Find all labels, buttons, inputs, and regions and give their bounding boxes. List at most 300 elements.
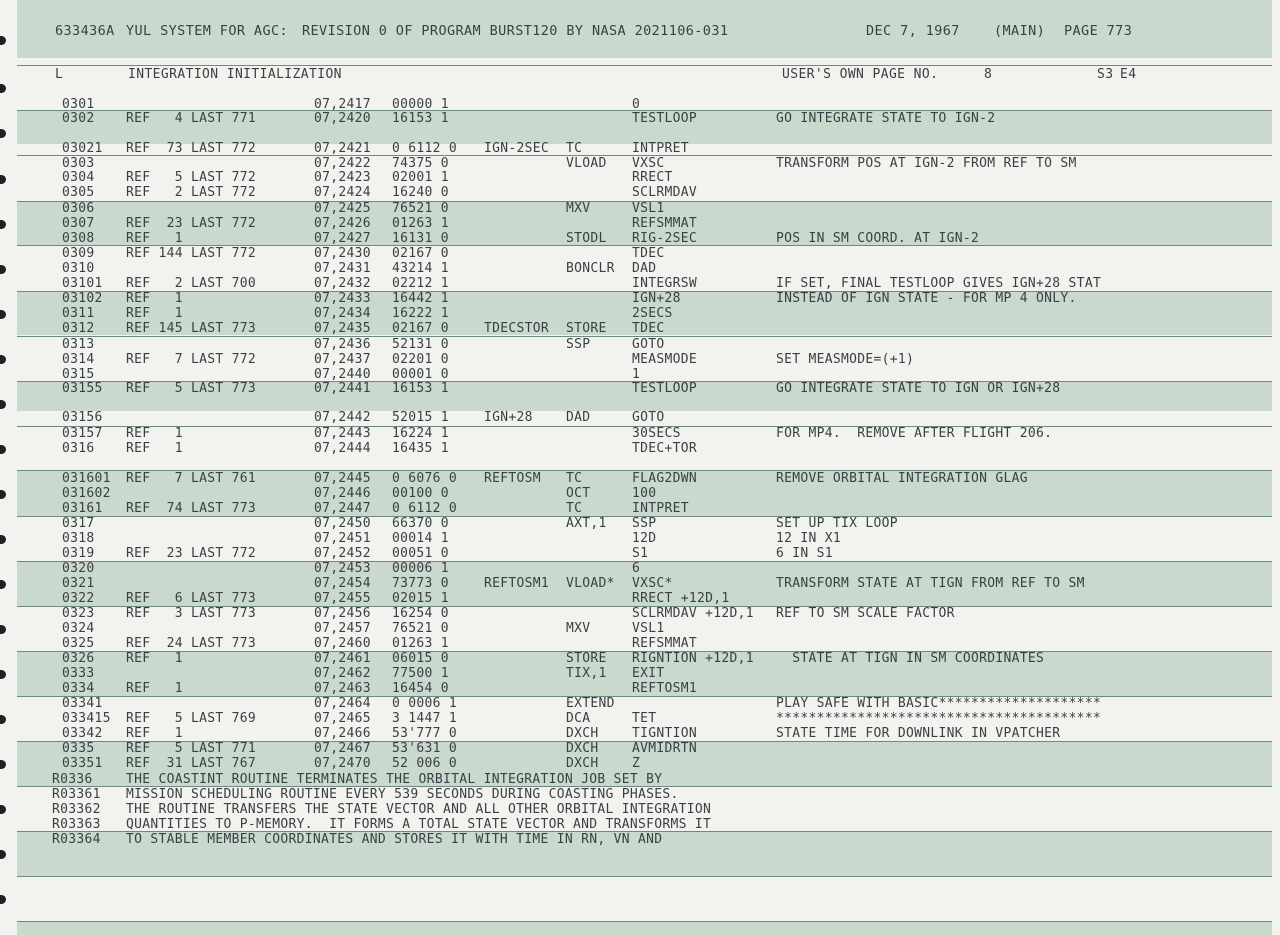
listing-row bbox=[0, 697, 1280, 711]
operand: GOTO bbox=[632, 337, 665, 352]
ref-field: REF 1 bbox=[126, 426, 183, 441]
listing-row bbox=[0, 442, 1280, 456]
operand: RRECT bbox=[632, 170, 673, 185]
line-number: 0320 bbox=[62, 561, 95, 576]
listing-row bbox=[0, 517, 1280, 531]
ref-field: REF 1 bbox=[126, 306, 183, 321]
ref-field: REF 2 LAST 772 bbox=[126, 185, 257, 200]
comment-line-number: R03364 bbox=[52, 832, 101, 847]
address: 07,2417 bbox=[314, 97, 371, 112]
opcode: DXCH bbox=[566, 756, 599, 771]
comment: PLAY SAFE WITH BASIC******************** bbox=[776, 696, 1102, 711]
listing-row bbox=[0, 232, 1280, 246]
line-number: 03342 bbox=[62, 726, 103, 741]
octal-word: 00014 1 bbox=[392, 531, 449, 546]
octal-word: 0 6112 0 bbox=[392, 501, 458, 516]
address: 07,2436 bbox=[314, 337, 371, 352]
octal-word: 73773 0 bbox=[392, 576, 449, 591]
line-number: 0302 bbox=[62, 111, 95, 126]
opcode: VLOAD bbox=[566, 156, 607, 171]
octal-word: 02212 1 bbox=[392, 276, 449, 291]
opcode: DXCH bbox=[566, 726, 599, 741]
ref-field: REF 1 bbox=[126, 291, 183, 306]
line-number: 031601 bbox=[62, 471, 111, 486]
ref-field: REF 1 bbox=[126, 441, 183, 456]
address: 07,2457 bbox=[314, 621, 371, 636]
address: 07,2433 bbox=[314, 291, 371, 306]
ref-field: REF 5 LAST 771 bbox=[126, 741, 257, 756]
line-number: 0326 bbox=[62, 651, 95, 666]
line-number: 0334 bbox=[62, 681, 95, 696]
listing-row bbox=[0, 322, 1280, 336]
line-number: 0301 bbox=[62, 97, 95, 112]
ref-field: REF 144 LAST 772 bbox=[126, 246, 257, 261]
comment: SET UP TIX LOOP bbox=[776, 516, 898, 531]
line-number: 03021 bbox=[62, 141, 103, 156]
octal-word: 0 6076 0 bbox=[392, 471, 458, 486]
line-number: 0312 bbox=[62, 321, 95, 336]
feed-hole bbox=[0, 805, 6, 814]
operand: 1 bbox=[632, 367, 641, 382]
address: 07,2423 bbox=[314, 170, 371, 185]
ref-field: REF 1 bbox=[126, 726, 183, 741]
operand: TDEC bbox=[632, 321, 665, 336]
ref-field: REF 73 LAST 772 bbox=[126, 141, 257, 156]
operand: 30SECS bbox=[632, 426, 681, 441]
address: 07,2447 bbox=[314, 501, 371, 516]
operand: VXSC* bbox=[632, 576, 673, 591]
address: 07,2463 bbox=[314, 681, 371, 696]
address: 07,2421 bbox=[314, 141, 371, 156]
ref-field: REF 5 LAST 772 bbox=[126, 170, 257, 185]
comment: REF TO SM SCALE FACTOR bbox=[776, 606, 955, 621]
octal-word: 01263 1 bbox=[392, 216, 449, 231]
opcode: SSP bbox=[566, 337, 591, 352]
rule-line bbox=[17, 921, 1272, 922]
octal-word: 00051 0 bbox=[392, 546, 449, 561]
line-number: 0322 bbox=[62, 591, 95, 606]
listing-row bbox=[0, 217, 1280, 231]
comment-line-number: R0336 bbox=[52, 772, 93, 787]
octal-word: 16254 0 bbox=[392, 606, 449, 621]
line-number: 03161 bbox=[62, 501, 103, 516]
octal-word: 53'631 0 bbox=[392, 741, 458, 756]
listing-row bbox=[0, 411, 1280, 425]
octal-word: 01263 1 bbox=[392, 636, 449, 651]
comment: STATE TIME FOR DOWNLINK IN VPATCHER bbox=[776, 726, 1061, 741]
line-number: 03101 bbox=[62, 276, 103, 291]
line-number: 0309 bbox=[62, 246, 95, 261]
listing-row bbox=[0, 157, 1280, 171]
operand: INTPRET bbox=[632, 501, 689, 516]
main-tag: (MAIN) bbox=[994, 23, 1046, 39]
listing-row bbox=[0, 338, 1280, 352]
listing-row bbox=[0, 652, 1280, 666]
octal-word: 16131 0 bbox=[392, 231, 449, 246]
line-number: 0311 bbox=[62, 306, 95, 321]
listing-row bbox=[0, 427, 1280, 441]
listing-row bbox=[0, 712, 1280, 726]
comment: POS IN SM COORD. AT IGN-2 bbox=[776, 231, 980, 246]
line-number: 03155 bbox=[62, 381, 103, 396]
octal-word: 16435 1 bbox=[392, 441, 449, 456]
comment: FOR MP4. REMOVE AFTER FLIGHT 206. bbox=[776, 426, 1053, 441]
operand: 6 bbox=[632, 561, 641, 576]
line-number: 0306 bbox=[62, 201, 95, 216]
page-number: PAGE 773 bbox=[1064, 23, 1133, 39]
octal-word: 02015 1 bbox=[392, 591, 449, 606]
listing-row bbox=[0, 247, 1280, 261]
label: IGN-2SEC bbox=[484, 141, 550, 156]
operand: EXIT bbox=[632, 666, 665, 681]
address: 07,2430 bbox=[314, 246, 371, 261]
comment: INSTEAD OF IGN STATE - FOR MP 4 ONLY. bbox=[776, 291, 1077, 306]
opcode: STORE bbox=[566, 651, 607, 666]
opcode: VLOAD* bbox=[566, 576, 615, 591]
listing-row bbox=[0, 262, 1280, 276]
octal-word: 06015 0 bbox=[392, 651, 449, 666]
system-name: YUL SYSTEM FOR AGC: bbox=[126, 23, 289, 39]
ref-field: REF 6 LAST 773 bbox=[126, 591, 257, 606]
address: 07,2445 bbox=[314, 471, 371, 486]
comment: REMOVE ORBITAL INTEGRATION GLAG bbox=[776, 471, 1028, 486]
ref-field: REF 2 LAST 700 bbox=[126, 276, 257, 291]
address: 07,2451 bbox=[314, 531, 371, 546]
comment: 6 IN S1 bbox=[776, 546, 833, 561]
listing-row bbox=[0, 382, 1280, 396]
listing-row bbox=[0, 562, 1280, 576]
listing-row bbox=[0, 547, 1280, 561]
operand: RIGNTION +12D,1 bbox=[632, 651, 754, 666]
ref-field: REF 24 LAST 773 bbox=[126, 636, 257, 651]
line-number: 0304 bbox=[62, 170, 95, 185]
ref-field: REF 1 bbox=[126, 681, 183, 696]
address: 07,2441 bbox=[314, 381, 371, 396]
listing-row bbox=[0, 502, 1280, 516]
listing-row bbox=[0, 277, 1280, 291]
ref-field: REF 145 LAST 773 bbox=[126, 321, 257, 336]
opcode: DCA bbox=[566, 711, 591, 726]
comment-text: MISSION SCHEDULING ROUTINE EVERY 539 SECONDS DURING COASTING PHASES. bbox=[126, 787, 679, 802]
operand: REFTOSM1 bbox=[632, 681, 698, 696]
opcode: EXTEND bbox=[566, 696, 615, 711]
octal-word: 74375 0 bbox=[392, 156, 449, 171]
opcode: BONCLR bbox=[566, 261, 615, 276]
octal-word: 02167 0 bbox=[392, 246, 449, 261]
label: IGN+28 bbox=[484, 410, 533, 425]
operand: INTPRET bbox=[632, 141, 689, 156]
address: 07,2466 bbox=[314, 726, 371, 741]
octal-word: 16153 1 bbox=[392, 381, 449, 396]
octal-word: 0 6112 0 bbox=[392, 141, 458, 156]
operand: DAD bbox=[632, 261, 657, 276]
listing-row bbox=[0, 757, 1280, 771]
listing-row bbox=[0, 667, 1280, 681]
opcode: MXV bbox=[566, 201, 591, 216]
address: 07,2462 bbox=[314, 666, 371, 681]
listing-row bbox=[0, 98, 1280, 112]
octal-word: 00001 0 bbox=[392, 367, 449, 382]
octal-word: 77500 1 bbox=[392, 666, 449, 681]
address: 07,2464 bbox=[314, 696, 371, 711]
operand: 12D bbox=[632, 531, 657, 546]
ref-field: REF 4 LAST 771 bbox=[126, 111, 257, 126]
label: REFTOSM1 bbox=[484, 576, 550, 591]
address: 07,2442 bbox=[314, 410, 371, 425]
address: 07,2446 bbox=[314, 486, 371, 501]
operand: VSL1 bbox=[632, 621, 665, 636]
feed-hole bbox=[0, 895, 6, 904]
line-number: 03156 bbox=[62, 410, 103, 425]
address: 07,2454 bbox=[314, 576, 371, 591]
address: 07,2452 bbox=[314, 546, 371, 561]
address: 07,2450 bbox=[314, 516, 371, 531]
address: 07,2465 bbox=[314, 711, 371, 726]
octal-word: 00100 0 bbox=[392, 486, 449, 501]
line-number: 0310 bbox=[62, 261, 95, 276]
ref-field: REF 74 LAST 773 bbox=[126, 501, 257, 516]
line-number: 0314 bbox=[62, 352, 95, 367]
octal-word: 76521 0 bbox=[392, 621, 449, 636]
octal-word: 66370 0 bbox=[392, 516, 449, 531]
octal-word: 02001 1 bbox=[392, 170, 449, 185]
address: 07,2444 bbox=[314, 441, 371, 456]
comment-text: THE ROUTINE TRANSFERS THE STATE VECTOR AND ALL OTHER ORBITAL INTEGRATION bbox=[126, 802, 712, 817]
band bbox=[17, 921, 1272, 935]
operand: REFSMMAT bbox=[632, 636, 698, 651]
listing-row bbox=[0, 112, 1280, 126]
ref-field: REF 7 LAST 761 bbox=[126, 471, 257, 486]
opcode: TC bbox=[566, 141, 583, 156]
octal-word: 02167 0 bbox=[392, 321, 449, 336]
opcode: AXT,1 bbox=[566, 516, 607, 531]
operand: 2SECS bbox=[632, 306, 673, 321]
line-number: 0315 bbox=[62, 367, 95, 382]
label: REFTOSM bbox=[484, 471, 541, 486]
ref-field: REF 5 LAST 769 bbox=[126, 711, 257, 726]
label: TDECSTOR bbox=[484, 321, 550, 336]
octal-word: 16454 0 bbox=[392, 681, 449, 696]
user-page-number: 8 bbox=[984, 67, 993, 82]
section-mark: L bbox=[55, 67, 64, 82]
line-number: 031602 bbox=[62, 486, 111, 501]
opcode: TC bbox=[566, 471, 583, 486]
operand: TESTLOOP bbox=[632, 111, 698, 126]
line-number: 0303 bbox=[62, 156, 95, 171]
line-number: 0319 bbox=[62, 546, 95, 561]
octal-word: 76521 0 bbox=[392, 201, 449, 216]
listing-row bbox=[0, 472, 1280, 486]
address: 07,2460 bbox=[314, 636, 371, 651]
operand: RRECT +12D,1 bbox=[632, 591, 730, 606]
listing-row bbox=[0, 171, 1280, 185]
rule-line bbox=[17, 65, 1272, 66]
address: 07,2427 bbox=[314, 231, 371, 246]
line-number: 0335 bbox=[62, 741, 95, 756]
listing-row bbox=[0, 742, 1280, 756]
address: 07,2443 bbox=[314, 426, 371, 441]
section-code-s: S3 bbox=[1097, 67, 1114, 82]
address: 07,2426 bbox=[314, 216, 371, 231]
rule-line bbox=[17, 876, 1272, 877]
address: 07,2470 bbox=[314, 756, 371, 771]
listing-row bbox=[0, 607, 1280, 621]
operand: 100 bbox=[632, 486, 657, 501]
operand: TDEC+TOR bbox=[632, 441, 698, 456]
ref-field: REF 1 bbox=[126, 651, 183, 666]
address: 07,2431 bbox=[314, 261, 371, 276]
comment-text: THE COASTINT ROUTINE TERMINATES THE ORBITAL INTEGRATION JOB SET BY bbox=[126, 772, 663, 787]
opcode: DAD bbox=[566, 410, 591, 425]
address: 07,2432 bbox=[314, 276, 371, 291]
address: 07,2461 bbox=[314, 651, 371, 666]
operand: INTEGRSW bbox=[632, 276, 698, 291]
feed-hole bbox=[0, 84, 6, 93]
octal-word: 16240 0 bbox=[392, 185, 449, 200]
comment-line-number: R03363 bbox=[52, 817, 101, 832]
address: 07,2425 bbox=[314, 201, 371, 216]
ref-field: REF 23 LAST 772 bbox=[126, 546, 257, 561]
print-date: DEC 7, 1967 bbox=[866, 23, 960, 39]
octal-word: 53'777 0 bbox=[392, 726, 458, 741]
line-number: 0323 bbox=[62, 606, 95, 621]
listing-row bbox=[0, 487, 1280, 501]
address: 07,2455 bbox=[314, 591, 371, 606]
operand: S1 bbox=[632, 546, 649, 561]
octal-word: 02201 0 bbox=[392, 352, 449, 367]
line-number: 03351 bbox=[62, 756, 103, 771]
comment: TRANSFORM POS AT IGN-2 FROM REF TO SM bbox=[776, 156, 1077, 171]
ref-field: REF 7 LAST 772 bbox=[126, 352, 257, 367]
line-number: 033415 bbox=[62, 711, 111, 726]
comment: GO INTEGRATE STATE TO IGN OR IGN+28 bbox=[776, 381, 1061, 396]
operand: TET bbox=[632, 711, 657, 726]
line-number: 0317 bbox=[62, 516, 95, 531]
comment: STATE AT TIGN IN SM COORDINATES bbox=[776, 651, 1045, 666]
listing-row bbox=[0, 353, 1280, 367]
user-page-label: USER'S OWN PAGE NO. bbox=[782, 67, 939, 82]
feed-hole bbox=[0, 36, 6, 45]
comment-text: QUANTITIES TO P-MEMORY. IT FORMS A TOTAL STATE VECTOR AND TRANSFORMS IT bbox=[126, 817, 712, 832]
listing-row bbox=[0, 202, 1280, 216]
address: 07,2424 bbox=[314, 185, 371, 200]
line-number: 03157 bbox=[62, 426, 103, 441]
operand: 0 bbox=[632, 97, 641, 112]
listing-row bbox=[0, 637, 1280, 651]
comment: IF SET, FINAL TESTLOOP GIVES IGN+28 STAT bbox=[776, 276, 1102, 291]
comment: SET MEASMODE=(+1) bbox=[776, 352, 915, 367]
listing-row bbox=[0, 592, 1280, 606]
line-number: 03102 bbox=[62, 291, 103, 306]
address: 07,2434 bbox=[314, 306, 371, 321]
line-number: 0313 bbox=[62, 337, 95, 352]
opcode: TC bbox=[566, 501, 583, 516]
listing-row bbox=[0, 186, 1280, 200]
operand: IGN+28 bbox=[632, 291, 681, 306]
operand: TDEC bbox=[632, 246, 665, 261]
comment: **************************************** bbox=[776, 711, 1102, 726]
listing-row bbox=[0, 577, 1280, 591]
comment: GO INTEGRATE STATE TO IGN-2 bbox=[776, 111, 996, 126]
octal-word: 3 1447 1 bbox=[392, 711, 458, 726]
operand: MEASMODE bbox=[632, 352, 698, 367]
octal-word: 16224 1 bbox=[392, 426, 449, 441]
listing-row bbox=[0, 622, 1280, 636]
comment-line-number: R03362 bbox=[52, 802, 101, 817]
opcode: STORE bbox=[566, 321, 607, 336]
comment-line-number: R03361 bbox=[52, 787, 101, 802]
listing-row bbox=[0, 727, 1280, 741]
octal-word: 00000 1 bbox=[392, 97, 449, 112]
listing-row bbox=[0, 307, 1280, 321]
ref-field: REF 5 LAST 773 bbox=[126, 381, 257, 396]
octal-word: 16442 1 bbox=[392, 291, 449, 306]
line-number: 0305 bbox=[62, 185, 95, 200]
feed-hole bbox=[0, 129, 6, 138]
octal-word: 52 006 0 bbox=[392, 756, 458, 771]
line-number: 0316 bbox=[62, 441, 95, 456]
line-number: 0307 bbox=[62, 216, 95, 231]
opcode: STODL bbox=[566, 231, 607, 246]
line-number: 0321 bbox=[62, 576, 95, 591]
operand: AVMIDRTN bbox=[632, 741, 698, 756]
feed-hole bbox=[0, 850, 6, 859]
listing-row bbox=[0, 682, 1280, 696]
operand: GOTO bbox=[632, 410, 665, 425]
operand: REFSMMAT bbox=[632, 216, 698, 231]
address: 07,2440 bbox=[314, 367, 371, 382]
operand: TIGNTION bbox=[632, 726, 698, 741]
ref-field: REF 3 LAST 773 bbox=[126, 606, 257, 621]
feed-hole bbox=[0, 400, 6, 409]
operand: VSL1 bbox=[632, 201, 665, 216]
address: 07,2456 bbox=[314, 606, 371, 621]
operand: FLAG2DWN bbox=[632, 471, 698, 486]
listing-row bbox=[0, 292, 1280, 306]
operand: VXSC bbox=[632, 156, 665, 171]
octal-word: 16222 1 bbox=[392, 306, 449, 321]
comment: TRANSFORM STATE AT TIGN FROM REF TO SM bbox=[776, 576, 1085, 591]
section-title: INTEGRATION INITIALIZATION bbox=[128, 67, 342, 82]
address: 07,2422 bbox=[314, 156, 371, 171]
operand: SCLRMDAV +12D,1 bbox=[632, 606, 754, 621]
line-number: 0318 bbox=[62, 531, 95, 546]
octal-word: 00006 1 bbox=[392, 561, 449, 576]
opcode: MXV bbox=[566, 621, 591, 636]
comment-text: TO STABLE MEMBER COORDINATES AND STORES IT WITH TIME IN RN, VN AND bbox=[126, 832, 663, 847]
line-number: 0324 bbox=[62, 621, 95, 636]
ref-field: REF 31 LAST 767 bbox=[126, 756, 257, 771]
opcode: OCT bbox=[566, 486, 591, 501]
listing-row bbox=[0, 142, 1280, 156]
listing-row bbox=[0, 368, 1280, 382]
opcode: DXCH bbox=[566, 741, 599, 756]
octal-word: 52131 0 bbox=[392, 337, 449, 352]
operand: SSP bbox=[632, 516, 657, 531]
address: 07,2420 bbox=[314, 111, 371, 126]
address: 07,2437 bbox=[314, 352, 371, 367]
ref-field: REF 23 LAST 772 bbox=[126, 216, 257, 231]
opcode: TIX,1 bbox=[566, 666, 607, 681]
operand: SCLRMDAV bbox=[632, 185, 698, 200]
comment: 12 IN X1 bbox=[776, 531, 842, 546]
line-number: 0308 bbox=[62, 231, 95, 246]
operand: TESTLOOP bbox=[632, 381, 698, 396]
listing-id: 633436A bbox=[55, 23, 115, 39]
line-number: 03341 bbox=[62, 696, 103, 711]
ref-field: REF 1 bbox=[126, 231, 183, 246]
section-code-e: E4 bbox=[1120, 67, 1137, 82]
